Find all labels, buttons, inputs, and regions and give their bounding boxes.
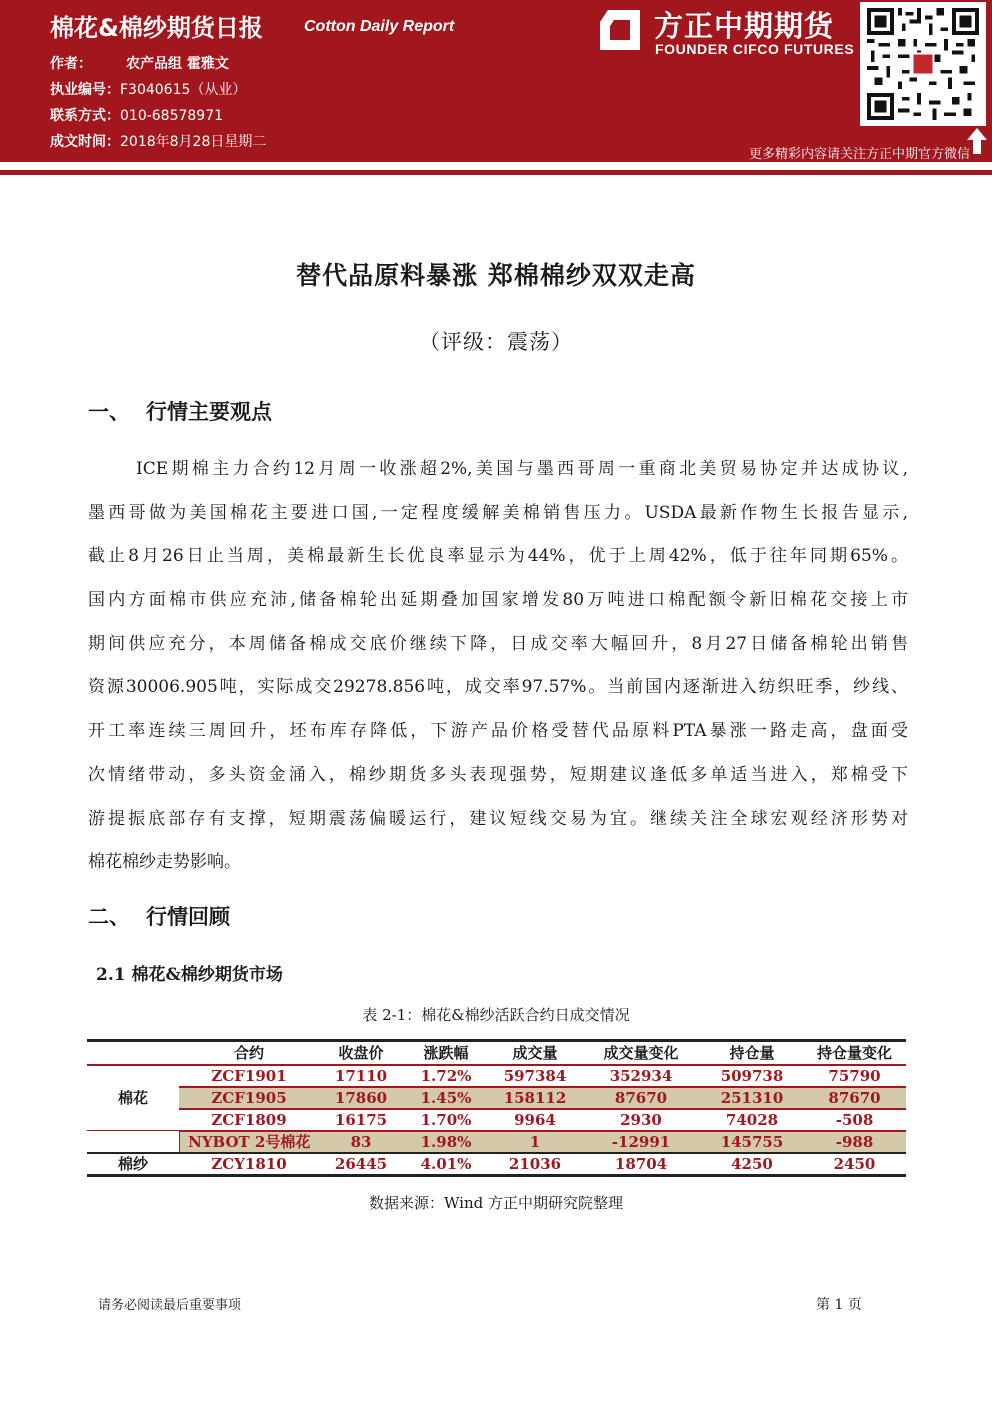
table-row: [87, 1153, 906, 1176]
market-view-paragraph: [88, 448, 908, 885]
header-divider-red: [0, 170, 992, 175]
brand-name-en: FOUNDER CIFCO FUTURES: [655, 41, 855, 57]
table-cell: 4.01%: [403, 1153, 489, 1176]
table-cell: 17860: [319, 1087, 403, 1109]
table-cell: 75790: [803, 1065, 906, 1087]
meta-date-value: 2018年8月28日星期二: [120, 134, 267, 150]
qr-code-icon: [860, 2, 986, 126]
meta-author-key: 作者：: [50, 56, 92, 72]
table-header-cell: 持仓量: [701, 1041, 803, 1065]
table-cell: 16175: [319, 1109, 403, 1131]
table-header-cell: 成交量: [489, 1041, 581, 1065]
section-title: 行情主要观点: [146, 399, 272, 424]
table-cell: 251310: [701, 1087, 803, 1109]
table-header-cell: [87, 1041, 179, 1065]
table-cell: ZCF1905: [179, 1087, 319, 1109]
table-row: [87, 1109, 906, 1131]
meta-license-key: 执业编号：: [50, 82, 120, 98]
table-cell: 1.45%: [403, 1087, 489, 1109]
table-cell: -508: [803, 1109, 906, 1131]
brand-name-cn: 方正中期期货: [654, 9, 835, 43]
group-label-cotton: 棉花: [87, 1065, 179, 1131]
table-cell: 17110: [319, 1065, 403, 1087]
table-header-row: [87, 1041, 906, 1065]
footer-disclaimer-note: 请务必阅读最后重要事项: [98, 1298, 242, 1313]
founder-logo-icon: [598, 8, 642, 52]
subsection-heading: 2.1 棉花&棉纱期货市场: [96, 965, 283, 985]
report-title: 棉花&棉纱期货日报: [50, 14, 263, 42]
table-cell: -988: [803, 1131, 906, 1153]
table-row: [87, 1065, 906, 1087]
table-cell: 74028: [701, 1109, 803, 1131]
meta-license-value: F3040615（从业）: [120, 82, 247, 98]
table-row: [87, 1087, 906, 1109]
group-label-yarn: 棉纱: [87, 1153, 179, 1176]
table-cell: 1: [489, 1131, 581, 1153]
table-cell: 26445: [319, 1153, 403, 1176]
meta-author-value: 农产品组 霍雅文: [126, 56, 229, 72]
table-header-cell: 持仓量变化: [803, 1041, 906, 1065]
table-cell: 158112: [489, 1087, 581, 1109]
table-cell: 509738: [701, 1065, 803, 1087]
table-cell: ZCY1810: [179, 1153, 319, 1176]
table-row: [87, 1131, 906, 1153]
futures-trading-table: [87, 1039, 906, 1177]
document-title: 替代品原料暴涨 郑棉棉纱双双走高: [296, 261, 696, 290]
wechat-follow-note: 更多精彩内容请关注方正中期官方微信: [748, 147, 970, 162]
section-heading-1: [88, 396, 272, 426]
table-cell: 145755: [701, 1131, 803, 1153]
table-header-cell: 涨跌幅: [403, 1041, 489, 1065]
table-cell: 2450: [803, 1153, 906, 1176]
section-number: 一、: [88, 399, 130, 424]
paragraph-line: 资源30006.905吨，实际成交29278.856吨，成交率97.57%。当前国内逐渐进入纺织旺季，纱线、: [88, 677, 908, 698]
table-cell: 352934: [581, 1065, 701, 1087]
table-cell: 2930: [581, 1109, 701, 1131]
table-cell: 597384: [489, 1065, 581, 1087]
table-cell: ZCF1901: [179, 1065, 319, 1087]
meta-contact-value: 010-68578971: [120, 108, 224, 124]
report-subtitle: Cotton Daily Report: [304, 18, 455, 35]
section-number: 二、: [88, 904, 130, 929]
paragraph-line: 棉花棉纱走势影响。: [88, 852, 241, 873]
document-rating: （评级：震荡）: [419, 330, 573, 354]
table-header-cell: 合约: [179, 1041, 319, 1065]
meta-date: [50, 131, 266, 151]
table-cell: NYBOT 2号棉花: [179, 1131, 319, 1153]
paragraph-line: 墨西哥做为美国棉花主要进口国,一定程度缓解美棉销售压力。USDA最新作物生长报告显示,: [88, 502, 908, 523]
meta-license: [50, 79, 246, 99]
paragraph-line: 开工率连续三周回升，坯布库存降低，下游产品价格受替代品原料PTA暴涨一路走高，盘面受: [88, 721, 908, 742]
table-cell: 18704: [581, 1153, 701, 1176]
paragraph-line: 国内方面棉市供应充沛,储备棉轮出延期叠加国家增发80万吨进口棉配额令新旧棉花交接上市: [88, 590, 908, 611]
table-header-cell: 成交量变化: [581, 1041, 701, 1065]
paragraph-line: 期间供应充分，本周储备棉成交底价继续下降，日成交率大幅回升，8月27日储备棉轮出销售: [88, 633, 908, 654]
data-source-note: 数据来源：Wind 方正中期研究院整理: [369, 1194, 623, 1212]
meta-date-key: 成文时间：: [50, 134, 120, 150]
table-cell: 4250: [701, 1153, 803, 1176]
report-header-band: [0, 0, 992, 162]
table-cell: ZCF1809: [179, 1109, 319, 1131]
table-cell: 21036: [489, 1153, 581, 1176]
header-divider-white: [0, 162, 992, 170]
table-cell: 83: [319, 1131, 403, 1153]
footer-page-number: 第 1 页: [816, 1297, 862, 1313]
paragraph-line: ICE期棉主力合约12月周一收涨超2%,美国与墨西哥周一重商北美贸易协定并达成协议,: [136, 459, 908, 479]
table-cell: 87670: [803, 1087, 906, 1109]
table-caption: 表 2-1：棉花&棉纱活跃合约日成交情况: [362, 1006, 630, 1024]
paragraph-line: 截止8月26日止当周，美棉最新生长优良率显示为44%，优于上周42%，低于往年同期65%。: [88, 546, 908, 567]
table-cell: 1.98%: [403, 1131, 489, 1153]
paragraph-line: 次情绪带动，多头资金涌入，棉纱期货多头表现强势，短期建议逢低多单适当进入，郑棉受下: [88, 764, 908, 785]
table-header-cell: 收盘价: [319, 1041, 403, 1065]
section-title: 行情回顾: [146, 904, 230, 929]
empty-group-cell: [87, 1131, 179, 1153]
table-cell: 1.72%: [403, 1065, 489, 1087]
meta-contact-key: 联系方式：: [50, 108, 120, 124]
table-cell: 1.70%: [403, 1109, 489, 1131]
paragraph-line: 游提振底部存有支撑，短期震荡偏暖运行，建议短线交易为宜。继续关注全球宏观经济形势对: [88, 808, 908, 829]
table-cell: -12991: [581, 1131, 701, 1153]
meta-author: [50, 53, 229, 73]
section-heading-2: [88, 901, 230, 931]
meta-contact: [50, 105, 223, 125]
table-cell: 87670: [581, 1087, 701, 1109]
table-cell: 9964: [489, 1109, 581, 1131]
